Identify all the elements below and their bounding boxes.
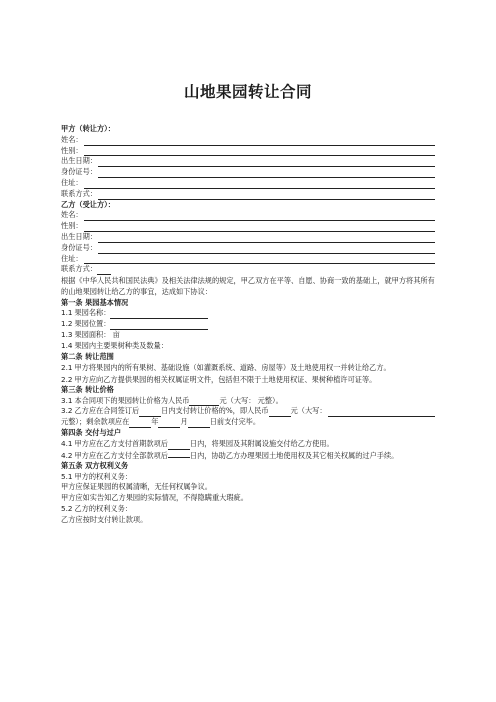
clause-number: 1.2 (61, 319, 73, 329)
clause-number: 5.2 (61, 503, 73, 513)
field-label: 性别： (61, 145, 83, 155)
blank-line (98, 246, 435, 254)
field-label: 姓名： (61, 134, 83, 144)
clause-number: 2.1 (61, 363, 73, 373)
clause-text: 月 (180, 417, 188, 427)
blank-line (168, 442, 190, 450)
clause-text: 乙方的权利义务： (74, 503, 132, 513)
clause-1-2 (61, 319, 435, 330)
clause-4-2 (61, 450, 435, 461)
article-2-heading: 第二条 转让范围 (61, 351, 114, 361)
party-b-address-row (61, 254, 435, 265)
article-5-heading: 第五条 双方权利义务 (61, 460, 129, 470)
blank-line (84, 138, 435, 146)
contract-body (61, 124, 435, 526)
clause-number: 1.4 (61, 340, 73, 350)
party-a-contact-row (61, 189, 435, 200)
clause-number: 4.1 (61, 438, 73, 448)
article-3-heading: 第三条 转让价格 (61, 384, 114, 394)
blank-line (84, 213, 435, 221)
field-label: 性别： (61, 221, 83, 231)
clause-text: 甲方将果园内的所有果树、基础设施（如灌溉系统、道路、房屋等）及土地使用权一并转让给乙方。 (74, 363, 391, 373)
blank-line (84, 224, 435, 232)
party-b-heading: 乙方（受让方）： (61, 199, 115, 209)
clause-number: 5.1 (61, 471, 73, 481)
clause-text: 甲方应在乙方支付全部款项后 (74, 450, 168, 460)
field-label: 出生日期： (61, 156, 97, 166)
party-a-address-row (61, 178, 435, 189)
clause-5-2 (61, 504, 435, 515)
blank-line (98, 192, 435, 200)
field-label: 出生日期： (61, 231, 97, 241)
clause-1-3 (61, 330, 435, 341)
document-title: 山地果园转让合同 (183, 83, 312, 101)
clause-3-2-cont (61, 417, 435, 428)
clause-text: 元整）；剩余款项应在 (61, 417, 130, 427)
field-label: 联系方式： (61, 264, 97, 274)
blank-line (129, 420, 151, 428)
clause-text: 乙方应在合同签订后 (74, 406, 140, 416)
clause-1-4 (61, 341, 435, 352)
clause-number: 1.1 (61, 308, 73, 318)
intro-paragraph: 根据《中华人民共和国民法典》及相关法律法规的规定，甲乙双方在平等、自愿、协商一致的基础上，就甲方将其所有的山地果园转让给乙方的事宜，达成如下协议： (61, 276, 435, 297)
blank-line (158, 420, 180, 428)
party-b-contact-row (61, 264, 435, 275)
clause-number: 2.2 (61, 374, 73, 384)
clause-text: 年 (151, 417, 159, 427)
clause-text: 甲方应在乙方支付首期款项后 (74, 438, 168, 448)
clause-number: 3.2 (61, 406, 73, 416)
blank-line (84, 181, 435, 189)
clause-2-2 (61, 374, 435, 385)
field-label: 住址： (61, 177, 83, 187)
clause-1-1 (61, 308, 435, 319)
clause-5-1 (61, 472, 435, 483)
blank-line (98, 170, 435, 178)
clause-number: 4.2 (61, 450, 73, 460)
clause-number: 3.1 (61, 395, 73, 405)
clause-text: 日内，将果园及其附属设施交付给乙方使用。 (189, 438, 334, 448)
clause-text: 本合同项下的果园转让价格为人民币 (74, 395, 190, 405)
party-a-id-row (61, 167, 435, 178)
party-a-birth-row (61, 156, 435, 167)
blank-line (84, 256, 435, 264)
party-b-gender-row (61, 221, 435, 232)
clause-text: 日内支付转让价格的%，即人民币 (161, 406, 269, 416)
blank-line (139, 409, 161, 417)
clause-number: 1.3 (61, 329, 73, 339)
clause-text: 甲方的权利义务： (74, 471, 132, 481)
blank-line (168, 450, 190, 458)
blank-line (188, 420, 210, 428)
clause-text: 果园名称： (74, 308, 111, 318)
clause-text: 日前支付完毕。 (209, 417, 261, 427)
party-a-heading: 甲方（转让方）： (61, 124, 115, 133)
blank-line (328, 409, 435, 417)
clause-text: 果园面积： 亩 (74, 329, 120, 339)
blank-line (110, 311, 208, 319)
party-b-name-row (61, 210, 435, 221)
blank-line (189, 398, 219, 406)
blank-line (84, 148, 435, 156)
clause-4-1 (61, 439, 435, 450)
clause-text: 元（大写： (290, 406, 327, 416)
clause-3-1 (61, 396, 435, 407)
clause-5-1-line-2: 甲方应如实告知乙方果园的实际情况，不得隐瞒重大瑕疵。 (61, 493, 248, 503)
clause-text: 果园内主要果树种类及数量： (74, 340, 168, 350)
clause-text: 元（大写： 元整）。 (219, 395, 283, 405)
blank-line (97, 267, 111, 275)
blank-line (98, 159, 435, 167)
field-label: 身份证号： (61, 242, 97, 252)
party-a-name-row (61, 135, 435, 146)
field-label: 联系方式： (61, 188, 97, 198)
party-b-birth-row (61, 232, 435, 243)
clause-2-1 (61, 362, 435, 373)
article-1-heading: 第一条 果园基本情况 (61, 297, 129, 307)
blank-line (98, 235, 435, 243)
article-4-heading: 第四条 交付与过户 (61, 427, 122, 437)
field-label: 身份证号： (61, 167, 97, 177)
clause-3-2 (61, 406, 435, 417)
clause-5-1-line-1: 甲方应保证果园的权属清晰，无任何权属争议。 (61, 482, 212, 492)
blank-line (269, 409, 291, 417)
party-a-gender-row (61, 146, 435, 157)
party-b-id-row (61, 243, 435, 254)
blank-line (110, 322, 208, 330)
field-label: 姓名： (61, 210, 83, 220)
clause-text: 甲方应向乙方提供果园的相关权属证明文件，包括但不限于土地使用权证、果树种植许可证等。 (74, 374, 377, 384)
clause-5-2-line-1: 乙方应按时支付转让款项。 (61, 514, 148, 524)
clause-text: 果园位置： (74, 319, 111, 329)
clause-text: 日内，协助乙方办理果园土地使用权及其它相关权属的过户手续。 (189, 450, 399, 460)
field-label: 住址： (61, 253, 83, 263)
